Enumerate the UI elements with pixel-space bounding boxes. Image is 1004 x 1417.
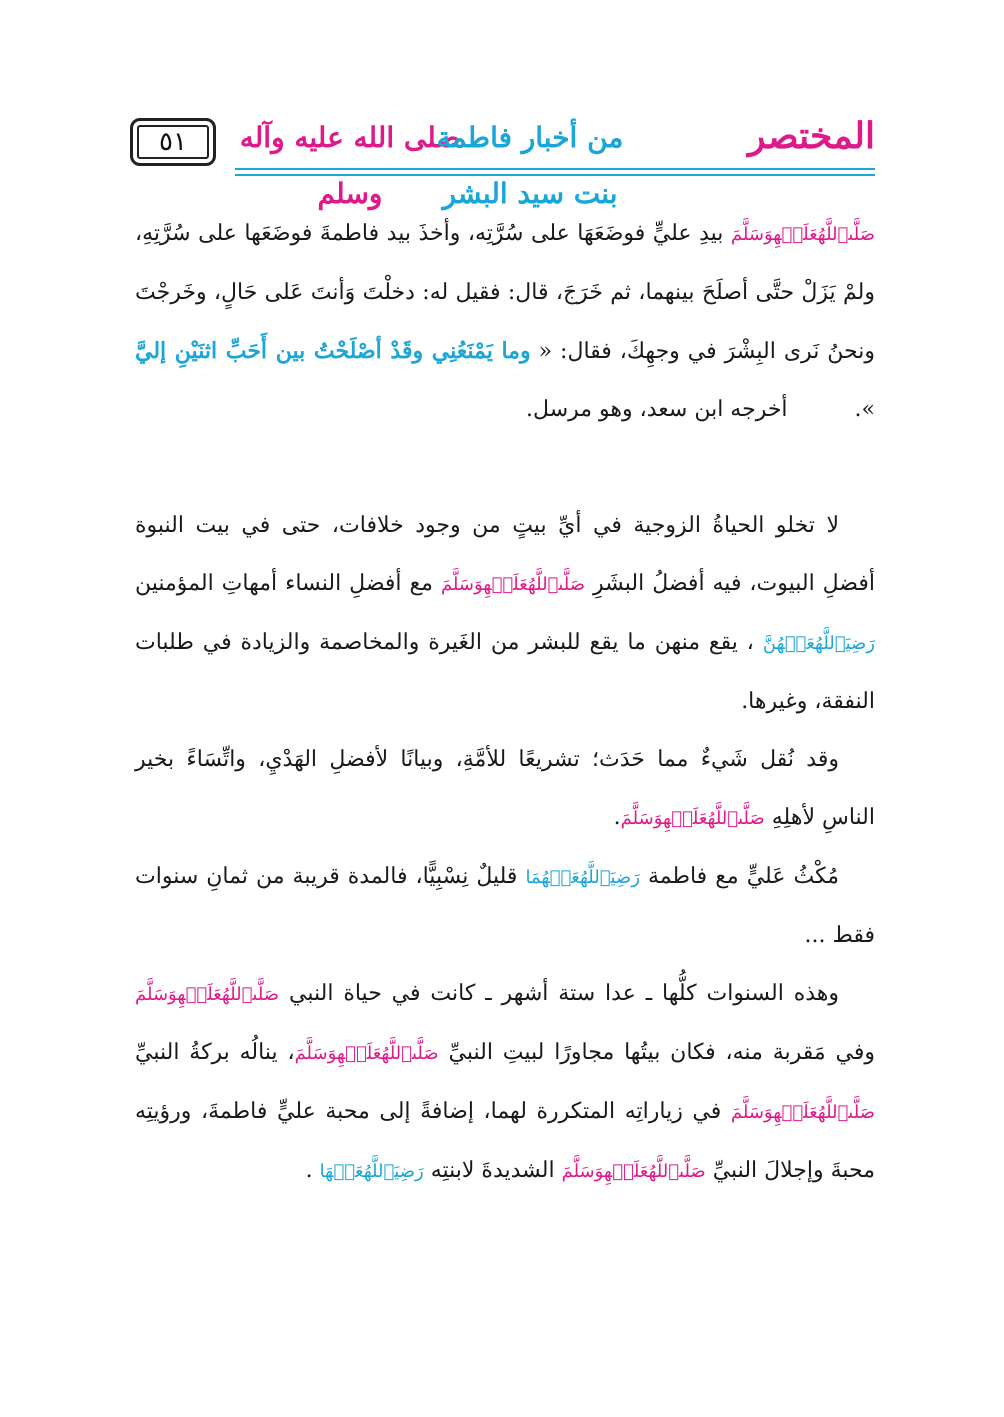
paragraph-3-text-a: وقد نُقل شَيءٌ مما حَدَث؛ تشريعًا للأمَّةِ، وبيانًا لأفضلِ الهَدْيِ، واتِّسَاءً بخير الناسِ لأهلِهِ	[135, 747, 875, 830]
honorific-prophet: صَلَّىٱللَّهُعَلَيۡهِوَسَلَّمَ	[135, 984, 280, 1005]
honorific-anha: رَضِيَٱللَّهُعَنۡهَا	[319, 1161, 424, 1182]
page-body	[135, 205, 875, 1201]
paragraph-1-text-a: بيدِ عليٍّ فوضَعَهَا على سُرَّتِه، وأخذَ بيد فاطمةَ فوضَعَها على سُرَّتِهِ، ولمْ يَزَلْ حتَّى أصلَحَ بينهما، ثم خَرَجَ، قال: فقيل له: دخلْتَ وَأنتَ عَلى حَالٍ، وخَرجْتَ ونحنُ نَرى البِشْرَ في وجهِكَ، فقال: «	[135, 221, 875, 364]
paragraph-5-text-e: الشديدةَ لابنتِه	[430, 1158, 555, 1183]
honorific-prophet: صَلَّىٱللَّهُعَلَيۡهِوَسَلَّمَ	[730, 224, 876, 245]
paragraph-5-text-b: وفي مَقربة منه، فكان بيتُها مجاورًا لبيتِ النبيِّ	[448, 1040, 875, 1065]
paragraph-5-text-f: .	[305, 1158, 313, 1183]
honorific-prophet: صَلَّىٱللَّهُعَلَيۡهِوَسَلَّمَ	[440, 574, 586, 595]
honorific-anhunna: رَضِيَٱللَّهُعَنۡهُنَّ	[762, 633, 875, 654]
paragraph-4-text-b: قليلٌ نِسْبِيًّا، فالمدة قريبة من ثمانِ سنوات فقط ...	[135, 864, 875, 948]
honorific-prophet: صَلَّىٱللَّهُعَلَيۡهِوَسَلَّمَ	[294, 1043, 439, 1064]
paragraph-3-text-b: .	[613, 805, 621, 830]
honorific-prophet: صَلَّىٱللَّهُعَلَيۡهِوَسَلَّمَ	[561, 1161, 706, 1182]
paragraph-4-text-a: مُكْثُ عَليٍّ مع فاطمة	[647, 864, 840, 889]
honorific-prophet: صَلَّىٱللَّهُعَلَيۡهِوَسَلَّمَ	[730, 1102, 875, 1123]
header-honorific: صلى الله عليه وآله وسلم	[239, 121, 461, 210]
paragraph-2-text-c: ، يقع منهن ما يقع للبشر من الغَيرة والمخاصمة والزيادة في طلبات النفقة، وغيرها.	[135, 630, 875, 714]
header-title: المختصر	[748, 115, 875, 157]
paragraph-5-text-a: وهذه السنوات كلُّها ـ عدا ستة أشهر ـ كانت في حياة النبي	[289, 981, 839, 1006]
header-divider	[235, 168, 875, 170]
page-number: ٥١	[130, 118, 216, 166]
honorific-prophet: صَلَّىٱللَّهُعَلَيۡهِوَسَلَّمَ	[620, 808, 765, 829]
header-subtitle: من أخبار فاطمة بنت سيد البشر	[436, 121, 624, 210]
honorific-anhuma: رَضِيَٱللَّهُعَنۡهُمَا	[525, 867, 640, 888]
paragraph-5-text-c: ، ينالُه بركةُ النبيِّ	[135, 1040, 295, 1065]
paragraph-1	[135, 205, 875, 439]
citation: أخرجه ابن سعد، وهو مرسل.	[526, 397, 788, 422]
hadith-quote: وما يَمْنَعُنِي وقَدْ أصْلَحْتُ بين أَحَبِّ اثنَيْنِ إليَّ	[135, 338, 531, 364]
paragraph-2-text-a: لا تخلو الحياةُ الزوجية في أيِّ بيتٍ من وجود خلافات، حتى في بيت النبوة أفضلِ البيوت، فيه أفضلُ البشَرِ	[135, 513, 876, 596]
paragraph-3	[135, 731, 875, 848]
header-divider-2	[235, 174, 875, 176]
paragraph-4	[135, 848, 875, 965]
paragraph-2-text-b: مع أفضلِ النساء أمهاتِ المؤمنين	[135, 571, 433, 596]
paragraph-5-text-d: في زياراتِه المتكررة لهما، إضافةً إلى محبة عليٍّ فاطمةَ، ورؤيتِه محبةَ وإجلالَ النبيِّ	[135, 1099, 875, 1183]
paragraph-5	[135, 965, 875, 1201]
paragraph-2	[135, 497, 875, 731]
paragraph-1-text-b: ».	[854, 397, 875, 422]
